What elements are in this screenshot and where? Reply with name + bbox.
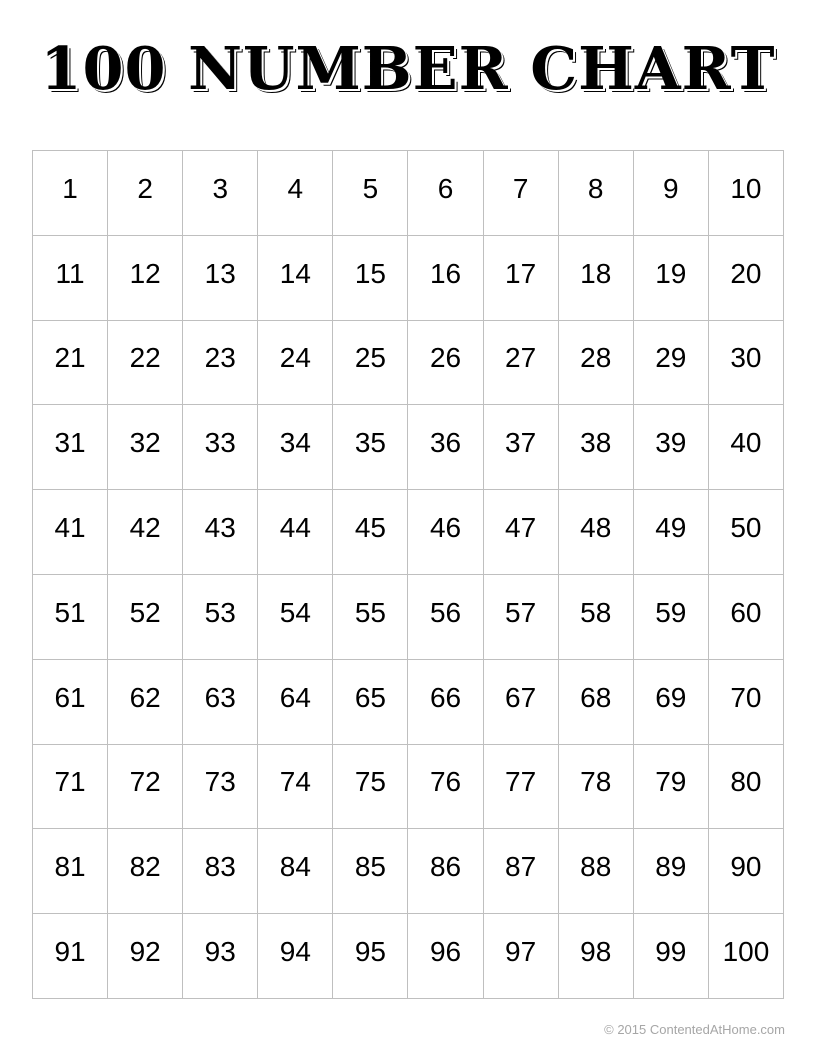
number-cell: 61 [33,659,108,744]
number-cell: 29 [633,320,708,405]
number-row [33,151,784,236]
number-cell: 28 [558,320,633,405]
number-cell: 17 [483,235,558,320]
number-cell: 99 [633,914,708,999]
number-cell: 56 [408,574,483,659]
number-cell: 47 [483,490,558,575]
number-cell: 76 [408,744,483,829]
number-cell: 30 [708,320,783,405]
number-cell: 13 [183,235,258,320]
number-cell: 71 [33,744,108,829]
number-cell: 51 [33,574,108,659]
number-cell: 18 [558,235,633,320]
number-cell: 80 [708,744,783,829]
number-cell: 24 [258,320,333,405]
number-cell: 74 [258,744,333,829]
number-cell: 81 [33,829,108,914]
number-cell: 93 [183,914,258,999]
number-cell: 3 [183,151,258,236]
number-row [33,490,784,575]
number-cell: 40 [708,405,783,490]
number-cell: 32 [108,405,183,490]
number-cell: 23 [183,320,258,405]
number-cell: 67 [483,659,558,744]
number-cell: 21 [33,320,108,405]
number-cell: 11 [33,235,108,320]
number-cell: 57 [483,574,558,659]
number-cell: 42 [108,490,183,575]
number-cell: 79 [633,744,708,829]
number-cell: 44 [258,490,333,575]
number-cell: 49 [633,490,708,575]
number-cell: 87 [483,829,558,914]
number-cell: 26 [408,320,483,405]
number-cell: 46 [408,490,483,575]
number-cell: 91 [33,914,108,999]
number-cell: 52 [108,574,183,659]
number-cell: 86 [408,829,483,914]
number-row [33,659,784,744]
number-cell: 59 [633,574,708,659]
number-cell: 75 [333,744,408,829]
number-cell: 64 [258,659,333,744]
number-cell: 20 [708,235,783,320]
number-cell: 14 [258,235,333,320]
number-cell: 8 [558,151,633,236]
number-row [33,914,784,999]
number-cell: 92 [108,914,183,999]
number-cell: 70 [708,659,783,744]
number-cell: 38 [558,405,633,490]
number-cell: 82 [108,829,183,914]
number-row [33,320,784,405]
number-cell: 10 [708,151,783,236]
number-cell: 39 [633,405,708,490]
number-cell: 27 [483,320,558,405]
number-cell: 73 [183,744,258,829]
number-cell: 31 [33,405,108,490]
number-cell: 2 [108,151,183,236]
number-cell: 94 [258,914,333,999]
number-cell: 16 [408,235,483,320]
number-cell: 9 [633,151,708,236]
number-cell: 65 [333,659,408,744]
number-cell: 53 [183,574,258,659]
number-cell: 66 [408,659,483,744]
number-cell: 37 [483,405,558,490]
number-cell: 48 [558,490,633,575]
number-cell: 85 [333,829,408,914]
number-cell: 15 [333,235,408,320]
number-cell: 43 [183,490,258,575]
number-cell: 88 [558,829,633,914]
number-cell: 6 [408,151,483,236]
number-cell: 58 [558,574,633,659]
number-row [33,744,784,829]
number-cell: 63 [183,659,258,744]
number-cell: 41 [33,490,108,575]
number-grid-body [33,151,784,999]
number-cell: 34 [258,405,333,490]
number-cell: 83 [183,829,258,914]
number-cell: 97 [483,914,558,999]
number-cell: 90 [708,829,783,914]
number-row [33,405,784,490]
number-cell: 33 [183,405,258,490]
number-cell: 78 [558,744,633,829]
number-cell: 72 [108,744,183,829]
number-cell: 7 [483,151,558,236]
number-cell: 45 [333,490,408,575]
number-cell: 96 [408,914,483,999]
number-cell: 22 [108,320,183,405]
copyright-text: © 2015 ContentedAtHome.com [604,1022,785,1037]
number-cell: 95 [333,914,408,999]
number-row [33,574,784,659]
number-row [33,829,784,914]
number-cell: 60 [708,574,783,659]
number-cell: 62 [108,659,183,744]
number-cell: 68 [558,659,633,744]
number-cell: 5 [333,151,408,236]
number-cell: 54 [258,574,333,659]
number-cell: 19 [633,235,708,320]
number-cell: 69 [633,659,708,744]
number-cell: 12 [108,235,183,320]
number-cell: 4 [258,151,333,236]
number-cell: 1 [33,151,108,236]
number-cell: 35 [333,405,408,490]
number-cell: 36 [408,405,483,490]
number-cell: 77 [483,744,558,829]
number-cell: 25 [333,320,408,405]
number-cell: 98 [558,914,633,999]
number-cell: 89 [633,829,708,914]
page-title: 100 NUMBER CHART [40,34,776,103]
number-cell: 55 [333,574,408,659]
number-cell: 50 [708,490,783,575]
number-row [33,235,784,320]
number-cell: 100 [708,914,783,999]
number-grid [32,150,784,999]
number-cell: 84 [258,829,333,914]
